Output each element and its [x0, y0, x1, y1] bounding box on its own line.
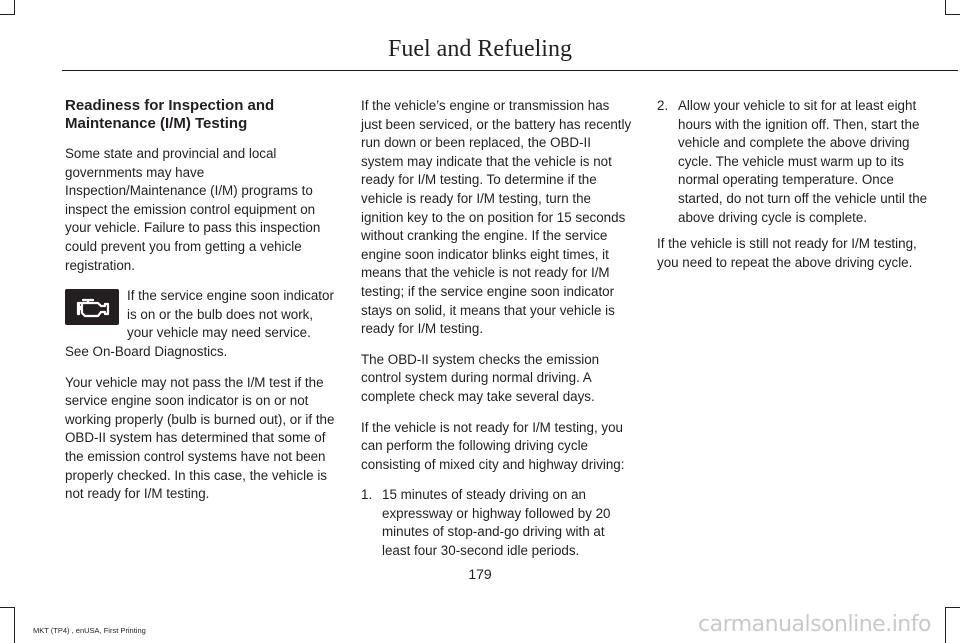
list-item-text: 15 minutes of steady driving on an expressway or highway followed by 20 minutes of stop-and-go driving with at least four 30-second idle periods. — [382, 487, 611, 559]
page-number: 179 — [468, 566, 492, 582]
header-rule — [62, 70, 958, 71]
section-title: Fuel and Refueling — [388, 36, 572, 62]
crop-mark-top-left-vertical — [14, 0, 15, 15]
list-item — [361, 486, 633, 560]
paragraph-3: If the vehicle’s engine or transmission has just been serviced, or the battery has recently run down or been replaced, the OBD-II system may indicate that the vehicle is not ready for I/M testing. To determine if the vehicle is ready for I/M testing, turn the ignition key to the on position for 15 seconds without cranking the engine. If the service engine soon indicator blinks eight times, it means that the vehicle is not ready for I/M testing; if the service engine soon indicator stays on solid, it means that your vehicle is ready for I/M testing. — [361, 98, 632, 337]
list-item-text: Allow your vehicle to sit for at least eight hours with the ignition off. Then, start the vehicle and complete the above driving cycle. The vehicle must warm up to its normal operating temperature. Once started, do not turn off the vehicle until the above driving cycle is complete. — [678, 98, 928, 225]
crop-mark-top-left — [0, 14, 15, 15]
paragraph-6: If the vehicle is still not ready for I/M testing, you need to repeat the above driving cycle. — [657, 236, 917, 270]
intro-paragraph: Some state and provincial and local governments may have Inspection/Maintenance (I/M) programs to inspect the emission control equipment on your vehicle. Failure to pass this inspection could prevent you from getting a vehicle registration. — [65, 146, 321, 273]
crop-mark-bottom-left-vertical — [14, 607, 15, 643]
watermark: carmanualsonline.info — [698, 612, 931, 637]
column-2 — [361, 97, 633, 565]
crop-mark-bottom-right — [945, 607, 960, 608]
paragraph-5: If the vehicle is not ready for I/M testing, you can perform the following driving cycle consisting of mixed city and highway driving: — [361, 419, 625, 472]
column-1 — [65, 97, 337, 516]
check-engine-icon — [65, 289, 119, 325]
list-item — [657, 97, 929, 227]
indicator-note — [65, 287, 337, 343]
crop-mark-bottom-right-vertical — [945, 607, 946, 643]
column-3 — [657, 97, 929, 284]
crop-mark-top-right — [945, 14, 960, 15]
list-item-number: 2. — [657, 98, 669, 113]
crop-mark-bottom-left — [0, 607, 15, 608]
crop-mark-top-right-vertical — [945, 0, 946, 15]
print-info: MKT (TP4) , enUSA, First Printing — [33, 626, 146, 635]
paragraph-4: The OBD-II system checks the emission control system during normal driving. A complete check may take several days. — [361, 351, 600, 404]
list-item-number: 1. — [361, 487, 373, 503]
section-heading: Readiness for Inspection and Maintenance (I/M) Testing — [65, 97, 275, 132]
paragraph-2: Your vehicle may not pass the I/M test if the service engine soon indicator is on or not working properly (bulb is burned out), or if the OBD-II system has determined that some of the emission control systems have not been properly checked. In this case, the vehicle is not ready for I/M testing. — [65, 374, 335, 502]
indicator-note-text: If the service engine soon indicator is on or the bulb does not work, your vehicle may need service. — [127, 288, 334, 341]
cross-reference: See On-Board Diagnostics. — [65, 343, 228, 359]
